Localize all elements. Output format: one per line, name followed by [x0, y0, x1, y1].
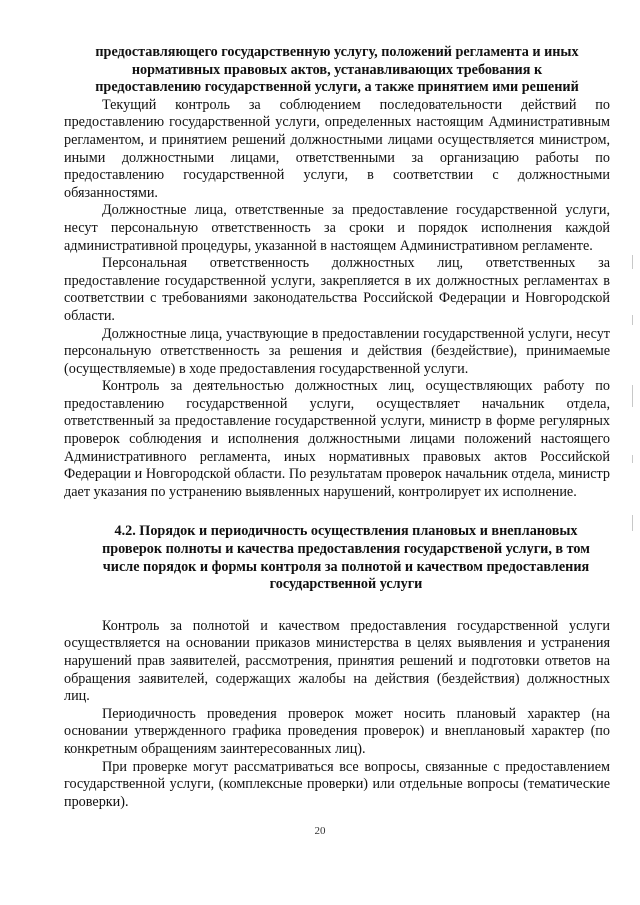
paragraph: Персональная ответственность должностных лиц, ответственных за предоставление государственной услуги, закрепляется в их должностных регламентах в соответствии с требованиями законодательства Российской Федерации и Новгородской области.	[64, 255, 610, 324]
top-heading-line-2: нормативных правовых актов, устанавливающих требования к	[131, 61, 543, 78]
paragraph: Периодичность проведения проверок может носить плановый характер (на основании утвержденного графика проведения проверок) и внеплановый характер (по конкретным обращениям заинтересованных лиц).	[64, 705, 610, 757]
section-heading-line-4: государственной услуги	[269, 576, 423, 593]
top-heading	[64, 44, 610, 97]
document-page	[64, 44, 610, 811]
section-heading-line-2: проверок полноты и качества предоставления государственой услуги, в том	[102, 541, 590, 558]
paragraph: Должностные лица, ответственные за предоставление государственной услуги, несут персональную ответственность за сроки и порядок исполнения каждой административной процедуры, указанной в настоящем Административном регламенте.	[64, 202, 610, 254]
paragraph: Текущий контроль за соблюдением последовательности действий по предоставлению государственной услуги, определенных настоящим Административным регламентом, и принятием решений должностными лицами осуществляется министром, иными должностными лицами, ответственными за организацию работы по предоставлению государственной услуги, в соответствии с должностными обязанностями.	[64, 96, 610, 201]
scan-margin-artifact	[632, 255, 634, 555]
paragraph: При проверке могут рассматриваться все вопросы, связанные с предоставлением государственной услуги, (комплексные проверки) или отдельные вопросы (тематические проверки).	[64, 758, 610, 810]
paragraph: Должностные лица, участвующие в предоставлении государственной услуги, несут персональную ответственность за решения и действия (бездействие), принимаемые (осуществляемые) в ходе предоставления государственной услуги.	[64, 325, 610, 377]
paragraph: Контроль за полнотой и качеством предоставления государственной услуги осуществляется на основании приказов министерства в целях выявления и устранения нарушений прав заявителей, рассмотрения, принятия решений и подготовки ответов на обращения заявителей, содержащих жалобы на действия (бездействия) должностных лиц.	[64, 617, 610, 705]
top-heading-line-3: предоставлению государственной услуги, а также принятием ими решений	[95, 79, 579, 96]
section-heading-line-3: числе порядок и формы контроля за полнотой и качеством предоставления	[102, 558, 590, 575]
top-heading-line-1: предоставляющего государственную услугу, положений регламента и иных	[95, 44, 579, 60]
page-number: 20	[314, 825, 326, 837]
section-heading-line-1: 4.2. Порядок и периодичность осуществления плановых и внеплановых	[114, 523, 578, 540]
body-section-1	[64, 97, 610, 502]
paragraph: Контроль за деятельностью должностных лиц, осуществляющих работу по предоставлению государственной услуги, осуществляет начальник отдела, ответственный за предоставление государственной услуги, министр в форме регулярных проверок соблюдения и исполнения должностными лицами положений настоящего Административного регламента, иных нормативных правовых актов Российской Федерации и Новгородской области. По результатам проверок начальник отдела, министр дает указания по устранению выявленных нарушений, контролирует их исполнение.	[64, 378, 610, 500]
section-heading-4-2	[64, 523, 610, 593]
body-section-2	[64, 618, 610, 812]
